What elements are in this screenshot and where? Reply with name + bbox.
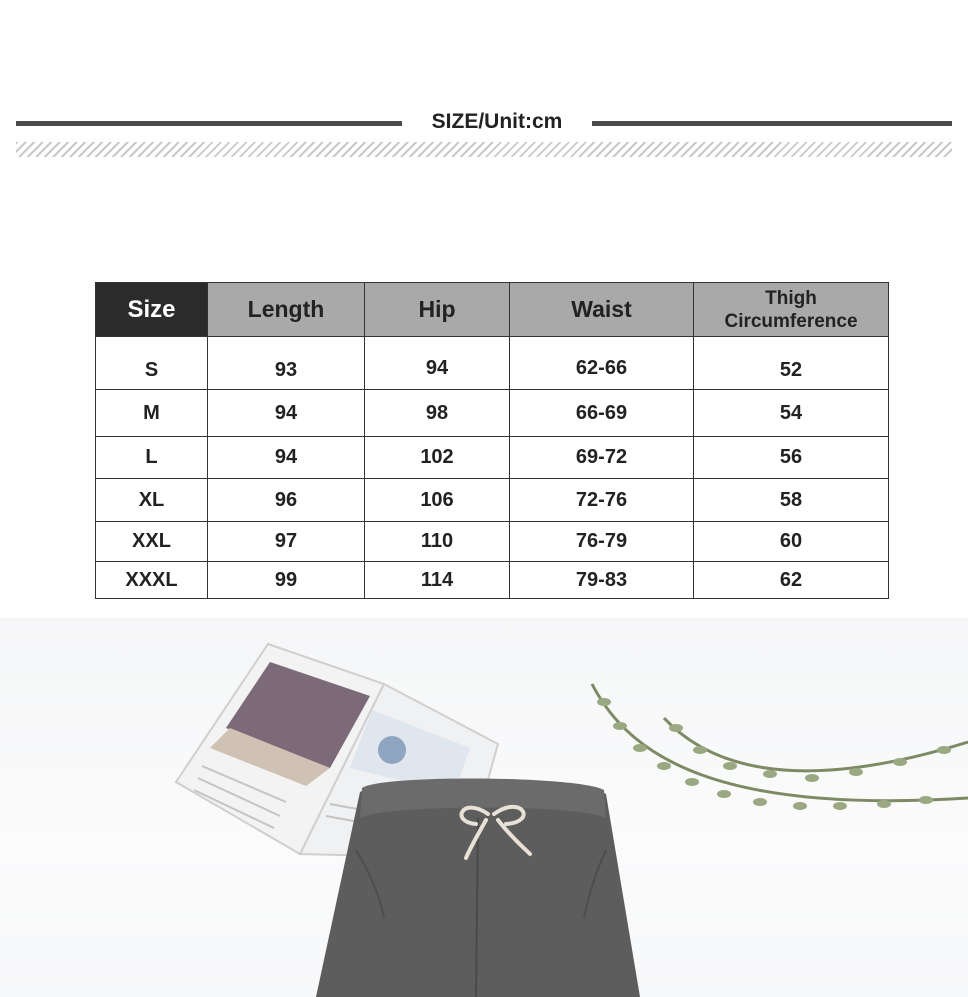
cell-length: 99: [208, 562, 365, 599]
table-row: [96, 522, 889, 562]
table-header-row: [96, 283, 889, 337]
gray-sweatpants-icon: [316, 778, 640, 997]
cell-hip: 94: [365, 337, 510, 390]
table-row: [96, 337, 889, 390]
table-row: [96, 562, 889, 599]
hatched-divider: [16, 142, 952, 157]
cell-thigh: 56: [694, 437, 889, 479]
cell-thigh: 54: [694, 390, 889, 437]
table-row: [96, 479, 889, 522]
table-row: [96, 437, 889, 479]
cell-size: S: [96, 337, 208, 390]
cell-thigh: 58: [694, 479, 889, 522]
header-waist: Waist: [510, 283, 694, 337]
cell-waist: 62-66: [510, 337, 694, 390]
header-size: Size: [96, 283, 208, 337]
cell-length: 96: [208, 479, 365, 522]
size-title: SIZE/Unit:cm: [431, 110, 563, 133]
size-chart-table: [95, 282, 889, 599]
cell-size: L: [96, 437, 208, 479]
cell-length: 93: [208, 337, 365, 390]
cell-waist: 66-69: [510, 390, 694, 437]
table-row: [96, 390, 889, 437]
cell-length: 94: [208, 390, 365, 437]
cell-hip: 106: [365, 479, 510, 522]
header-hip: Hip: [365, 283, 510, 337]
header-thigh-line2: Circumference: [724, 310, 858, 332]
cell-waist: 79-83: [510, 562, 694, 599]
cell-size: XXL: [96, 522, 208, 562]
cell-hip: 114: [365, 562, 510, 599]
cell-waist: 72-76: [510, 479, 694, 522]
title-rule-right: [592, 121, 952, 126]
cell-size: M: [96, 390, 208, 437]
cell-size: XL: [96, 479, 208, 522]
header-thigh-circumference: [694, 283, 889, 337]
product-photo-illustration: [0, 618, 968, 997]
cell-size: XXXL: [96, 562, 208, 599]
cell-hip: 110: [365, 522, 510, 562]
header-thigh-line1: Thigh: [765, 287, 817, 309]
cell-length: 94: [208, 437, 365, 479]
header-length: Length: [208, 283, 365, 337]
product-photo: [0, 618, 968, 997]
size-title-bar: [0, 108, 968, 138]
cell-hip: 98: [365, 390, 510, 437]
cell-thigh: 52: [694, 337, 889, 390]
cell-hip: 102: [365, 437, 510, 479]
cell-thigh: 62: [694, 562, 889, 599]
cell-thigh: 60: [694, 522, 889, 562]
title-rule-left: [16, 121, 402, 126]
cell-waist: 76-79: [510, 522, 694, 562]
eucalyptus-garland-icon: [592, 684, 968, 810]
cell-length: 97: [208, 522, 365, 562]
cell-waist: 69-72: [510, 437, 694, 479]
